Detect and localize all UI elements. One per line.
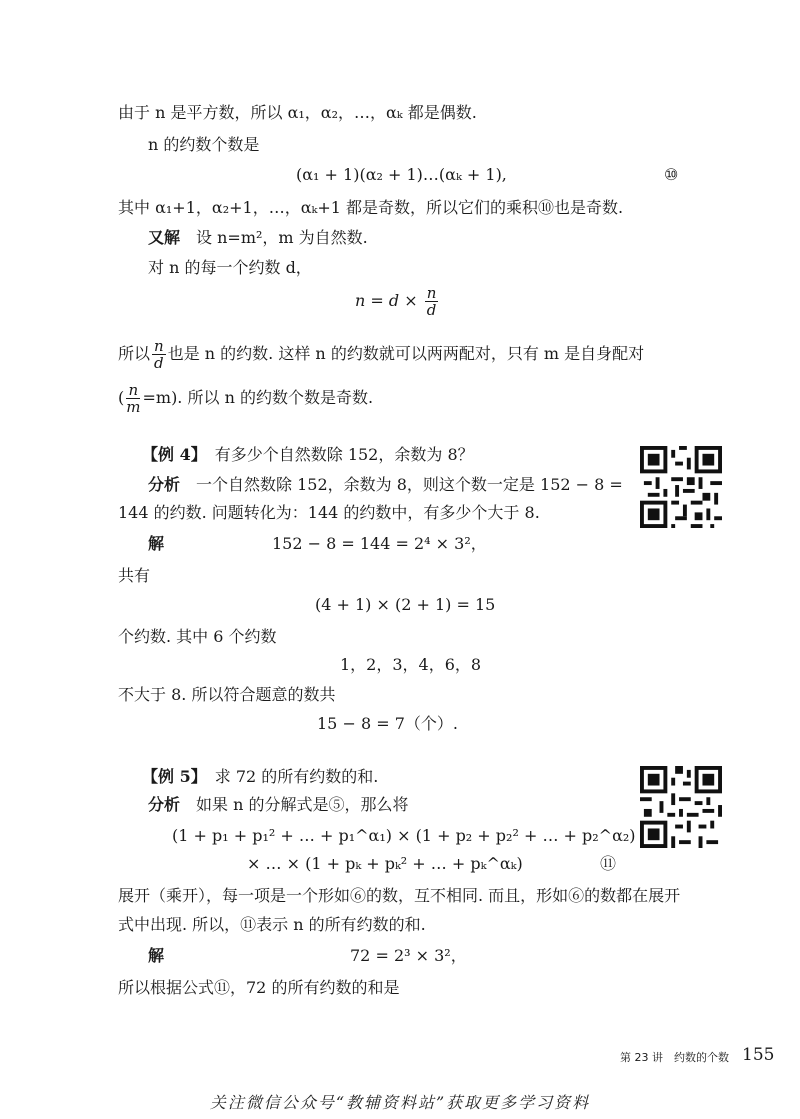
fraction-denominator: m [126,398,141,416]
alt-solution-text: 设 n=m²，m 为自然数. [196,228,368,247]
text-line: 由于 n 是平方数，所以 α₁，α₂，…，αₖ 都是偶数. [118,103,477,122]
equation-10: (α₁ + 1)(α₂ + 1)…(αₖ + 1), [296,165,507,184]
analysis-line [148,794,409,816]
equation-left: n = d × [355,291,418,310]
equation-tag-10: ⑩ [664,165,679,184]
divisor-list: 1，2，3，4，6，8 [340,655,482,674]
text-line: 式中出现. 所以，⑪表示 n 的所有约数的和. [118,915,426,934]
solution-label [148,945,164,967]
text-line: 对 n 的每一个约数 d， [148,258,312,277]
analysis-line [148,474,623,496]
example-label: 【例 4】 [142,445,199,464]
footer-signature: 关注微信公众号“教辅资料站”获取更多学习资料 [209,1093,591,1112]
example-label: 【例 5】 [142,767,199,786]
alt-solution-label: 又解 [148,228,181,247]
text-line: 所以根据公式⑪，72 的所有约数的和是 [118,978,400,997]
text-line: 144 的约数. 问题转化为：144 的约数中，有多少个大于 8. [118,503,540,522]
text-fragment: ( [118,388,125,407]
analysis-label: 分析 [148,795,181,814]
example-question: 求 72 的所有约数的和. [214,767,379,786]
fraction-denominator: d [426,301,437,319]
fraction-numerator: n [426,284,437,302]
equation: 152 − 8 = 144 = 2⁴ × 3²， [272,534,487,553]
text-line: 个约数. 其中 6 个约数 [118,627,277,646]
text-line [148,227,368,249]
example-4-heading [142,444,474,466]
analysis-text: 一个自然数除 152，余数为 8，则这个数一定是 152 − 8 = [196,475,623,494]
equation-tag-11: ⑪ [600,854,617,873]
qr-code [640,446,722,528]
footer-lecture-title: 第 23 讲 约数的个数 [620,1051,729,1064]
fraction-n-over-m [126,382,140,415]
text-fragment: 也是 n 的约数. 这样 n 的约数就可以两两配对，只有 m 是自身配对 [167,344,645,363]
text-line: 不大于 8. 所以符合题意的数共 [118,685,336,704]
text-fragment: =m). 所以 n 的约数个数是奇数. [142,388,374,407]
text-line: 展开（乘开），每一项是一个形如⑥的数，互不相同. 而且，形如⑥的数都在展开 [118,886,681,905]
page-number: 155 [742,1045,775,1065]
equation-11-line2: × … × (1 + pₖ + pₖ² + … + pₖ^αₖ) [247,854,523,873]
analysis-label: 分析 [148,475,181,494]
equation: 15 − 8 = 7（个）. [317,714,458,733]
example-5-heading [142,766,378,788]
solution-label [148,533,164,555]
fraction-n-over-d [152,338,166,371]
equation-n-d [355,285,440,318]
equation: (4 + 1) × (2 + 1) = 15 [315,595,496,614]
fraction-numerator: n [126,382,140,399]
text-line: 共有 [118,566,151,585]
equation: 72 = 2³ × 3²， [350,946,467,965]
text-line [118,382,373,415]
text-line [118,338,644,371]
solution-label-text: 解 [148,534,165,553]
text-fragment: 所以 [118,344,151,363]
fraction-n-over-d [425,285,439,318]
example-question: 有多少个自然数除 152，余数为 8？ [214,445,474,464]
equation-11-line1: (1 + p₁ + p₁² + … + p₁^α₁) × (1 + p₂ + p₂² + … + p₂^α₂) [172,826,636,845]
analysis-text: 如果 n 的分解式是⑤，那么将 [196,795,409,814]
text-line: n 的约数个数是 [148,135,260,154]
fraction-denominator: d [154,354,164,372]
qr-code [640,766,722,848]
text-line: 其中 α₁+1，α₂+1，…，αₖ+1 都是奇数，所以它们的乘积⑩也是奇数. [118,198,624,217]
solution-label-text: 解 [148,946,165,965]
fraction-numerator: n [154,337,164,355]
